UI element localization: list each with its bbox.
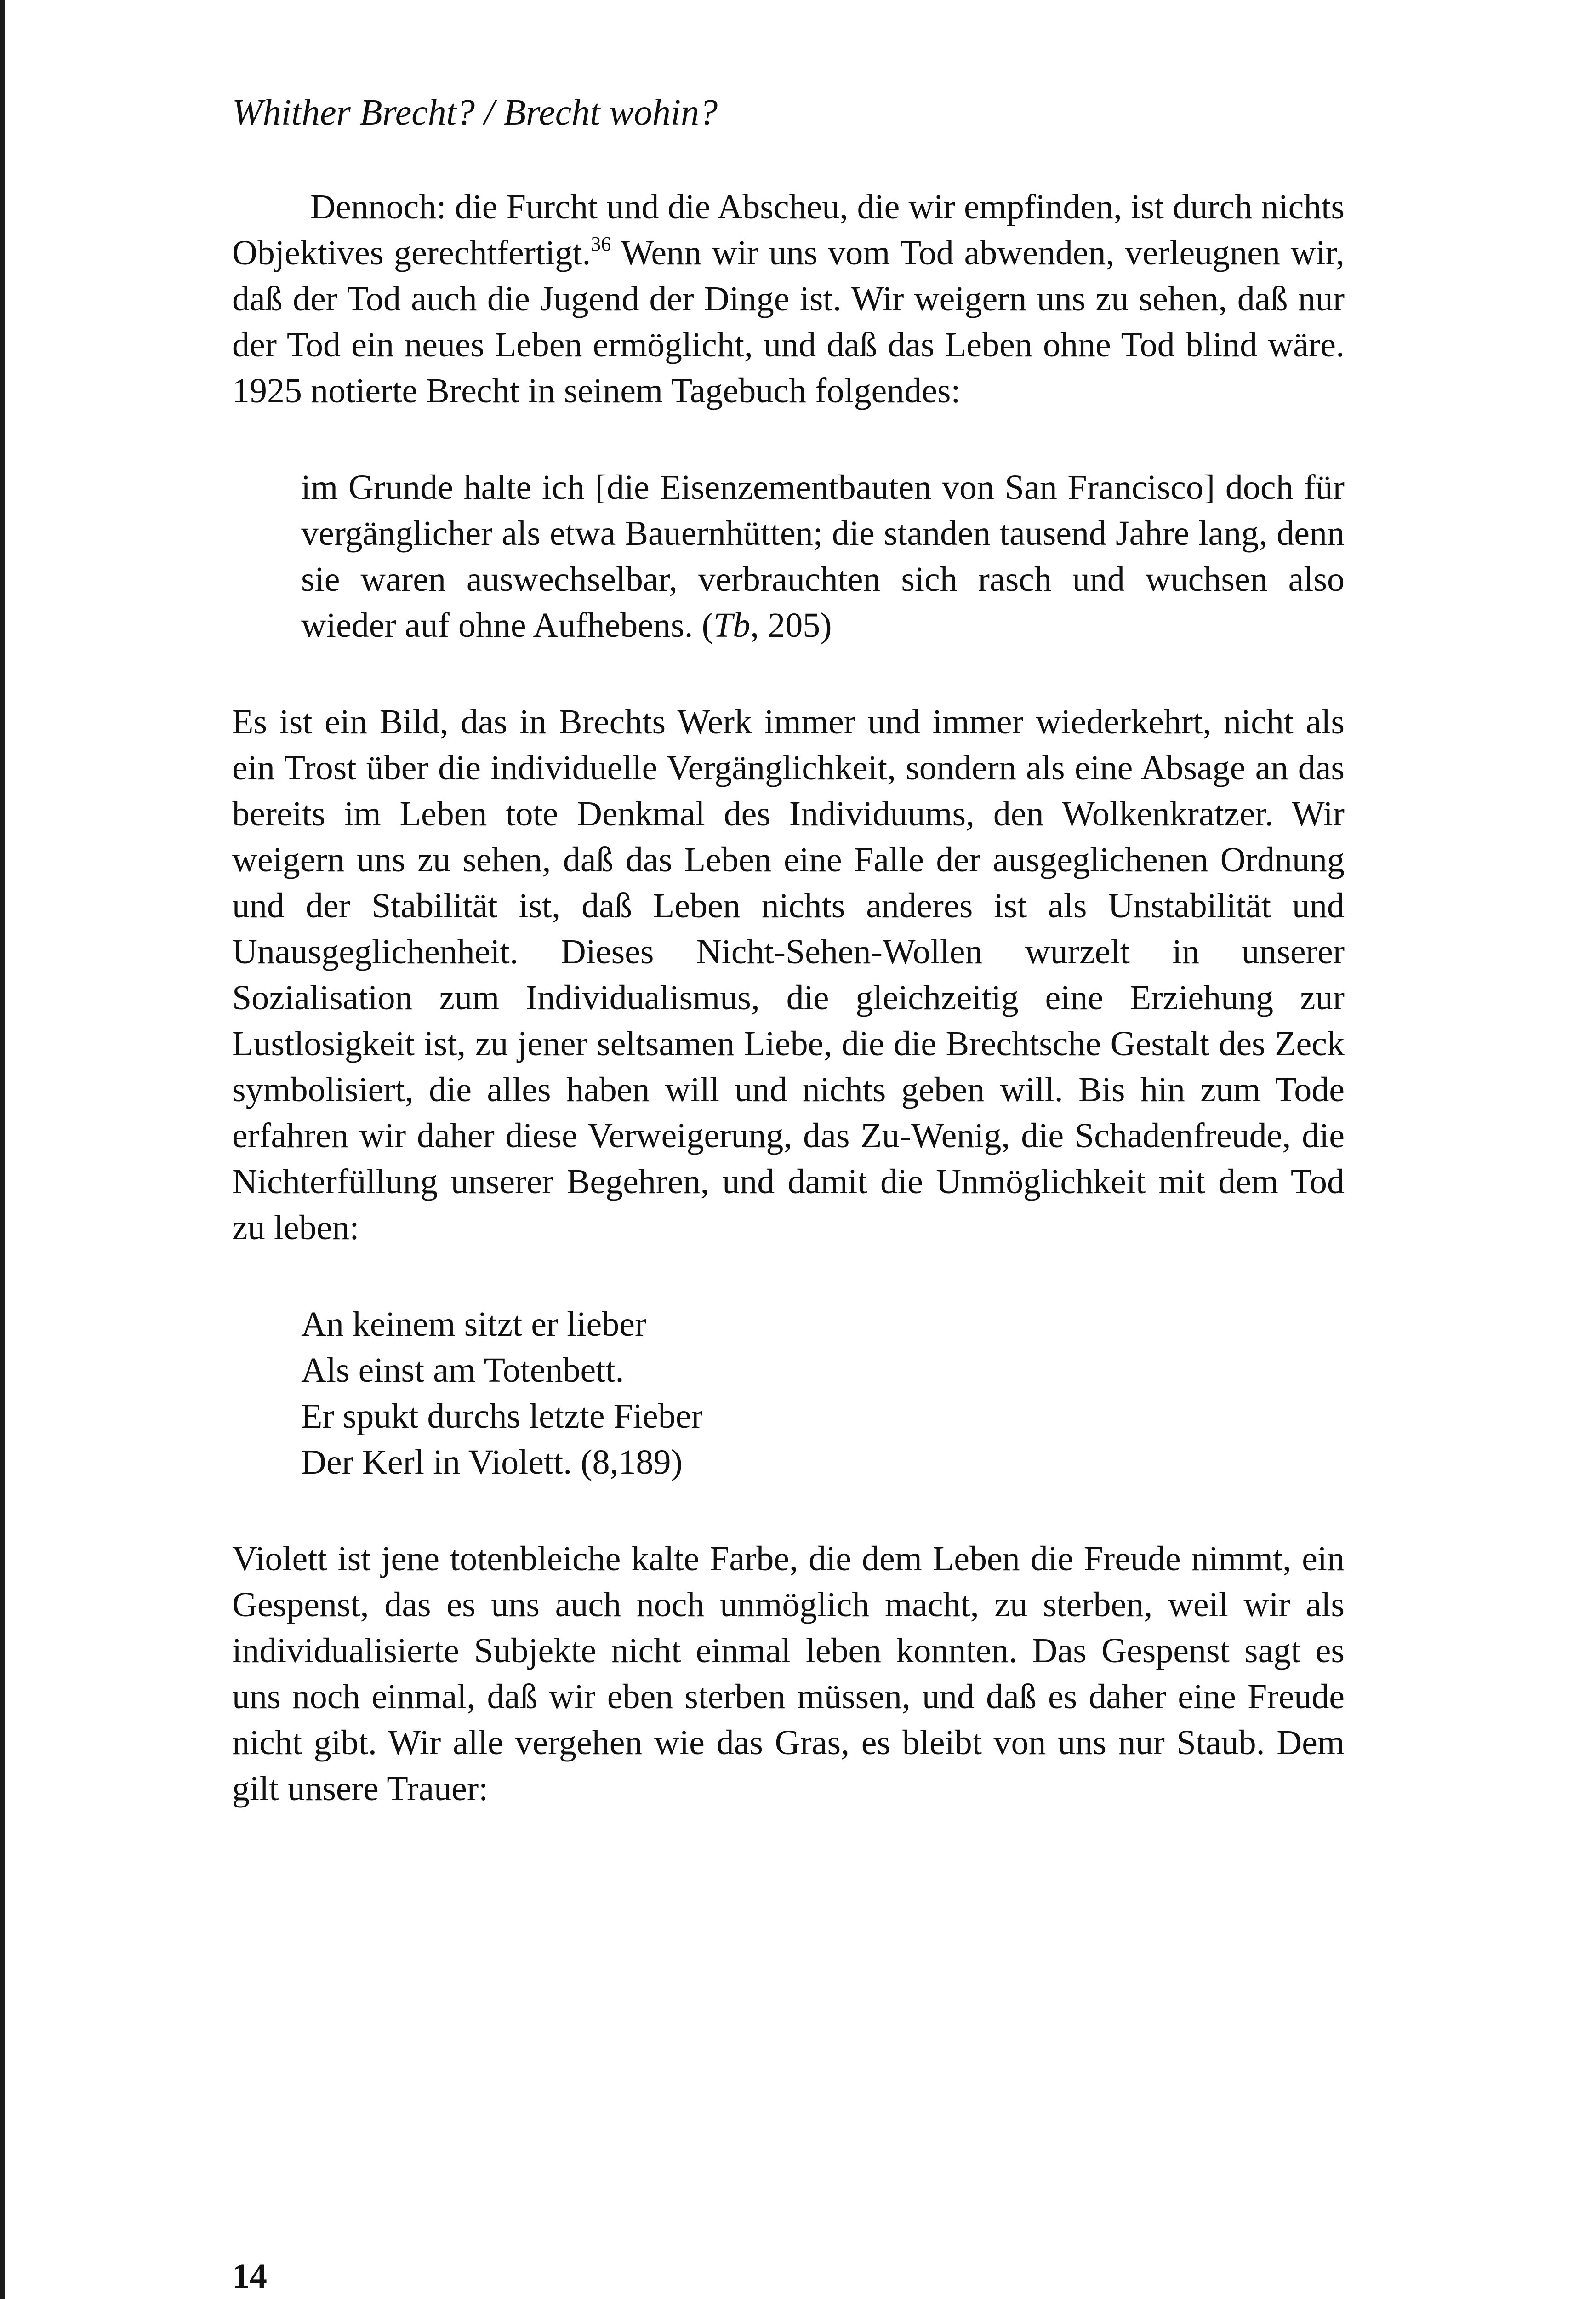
paragraph-2: Es ist ein Bild, das in Brechts Werk immer und immer wiederkehrt, nicht als ein Trost über die individuelle Vergänglichkeit, sondern als eine Absage an das bereits im Leben tote Denkmal des Individuums, den Wolkenkratzer. Wir weigern uns zu sehen, daß das Leben eine Falle der ausgeglichenen Ordnung und der Stabilität ist, daß Leben nichts anderes ist als Unstabilität und Unausgeglichenheit. Dieses Nicht-Sehen-Wollen wurzelt in unserer Sozialisation zum Individualismus, die gleichzeitig eine Erziehung zur Lustlosigkeit ist, zu jener seltsamen Liebe, die die Brechtsche Gestalt des Zeck symbolisiert, die alles haben will und nichts geben will. Bis hin zum Tode erfahren wir daher diese Verweigerung, das Zu-Wenig, die Schadenfreude, die Nichterfüllung unserer Begehren, und damit die Unmöglichkeit mit dem Tod zu leben: [232, 703, 1345, 1247]
paragraph-3: Violett ist jene totenbleiche kalte Farbe, die dem Leben die Freude nimmt, ein Gespenst, das es uns auch noch unmöglich macht, zu sterben, weil wir als individualisierte Subjekte nicht einmal leben konnten. Das Gespenst sagt es uns noch einmal, daß wir eben sterben müssen, und daß es daher eine Freude nicht gibt. Wir alle vergehen wie das Gras, es bleibt von uns nur Staub. Dem gilt unsere Trauer: [232, 1539, 1345, 1808]
paragraph-1 [232, 184, 1345, 414]
book-page [232, 90, 1345, 1812]
block-quote-source-abbrev: Tb [713, 606, 751, 645]
page-number: 14 [232, 2257, 267, 2295]
verse-line: Der Kerl in Violett. (8,189) [301, 1443, 683, 1481]
running-head: Whither Brecht? / Brecht wohin? [232, 92, 718, 133]
verse-line: Als einst am Totenbett. [301, 1351, 624, 1390]
paragraph-1-continuation: Wenn wir uns vom Tod abwenden, verleugnen wir, daß der Tod auch die Jugend der Dinge ist. Wir weigern uns zu sehen, daß nur der Tod ein neues Leben ermöglicht, und daß das Leben ohne Tod blind wäre. 1925 notierte Brecht in seinem Tagebuch folgendes: [232, 234, 1345, 410]
verse-line: An keinem sitzt er lieber [301, 1305, 647, 1344]
verse-line: Er spukt durchs letzte Fieber [301, 1397, 703, 1435]
block-quote-text: im Grunde halte ich [die Eisenzementbauten von San Francisco] doch für vergänglicher als etwa Bauernhütten; die standen tausend Jahre lang, denn sie waren auswechselbar, verbrauchten sich rasch und wuchsen also wieder auf ohne Aufhebens. ( [301, 468, 1345, 645]
block-quote [301, 464, 1345, 648]
verse-quote [301, 1301, 1345, 1485]
block-quote-source-page: , 205) [750, 606, 832, 645]
scan-edge-shadow [0, 0, 5, 2299]
paragraph-1-text: Dennoch: die Furcht und die Abscheu, die wir empfinden, ist durch nichts Objektives gerechtfertigt. [232, 188, 1345, 272]
footnote-marker: 36 [591, 233, 611, 255]
